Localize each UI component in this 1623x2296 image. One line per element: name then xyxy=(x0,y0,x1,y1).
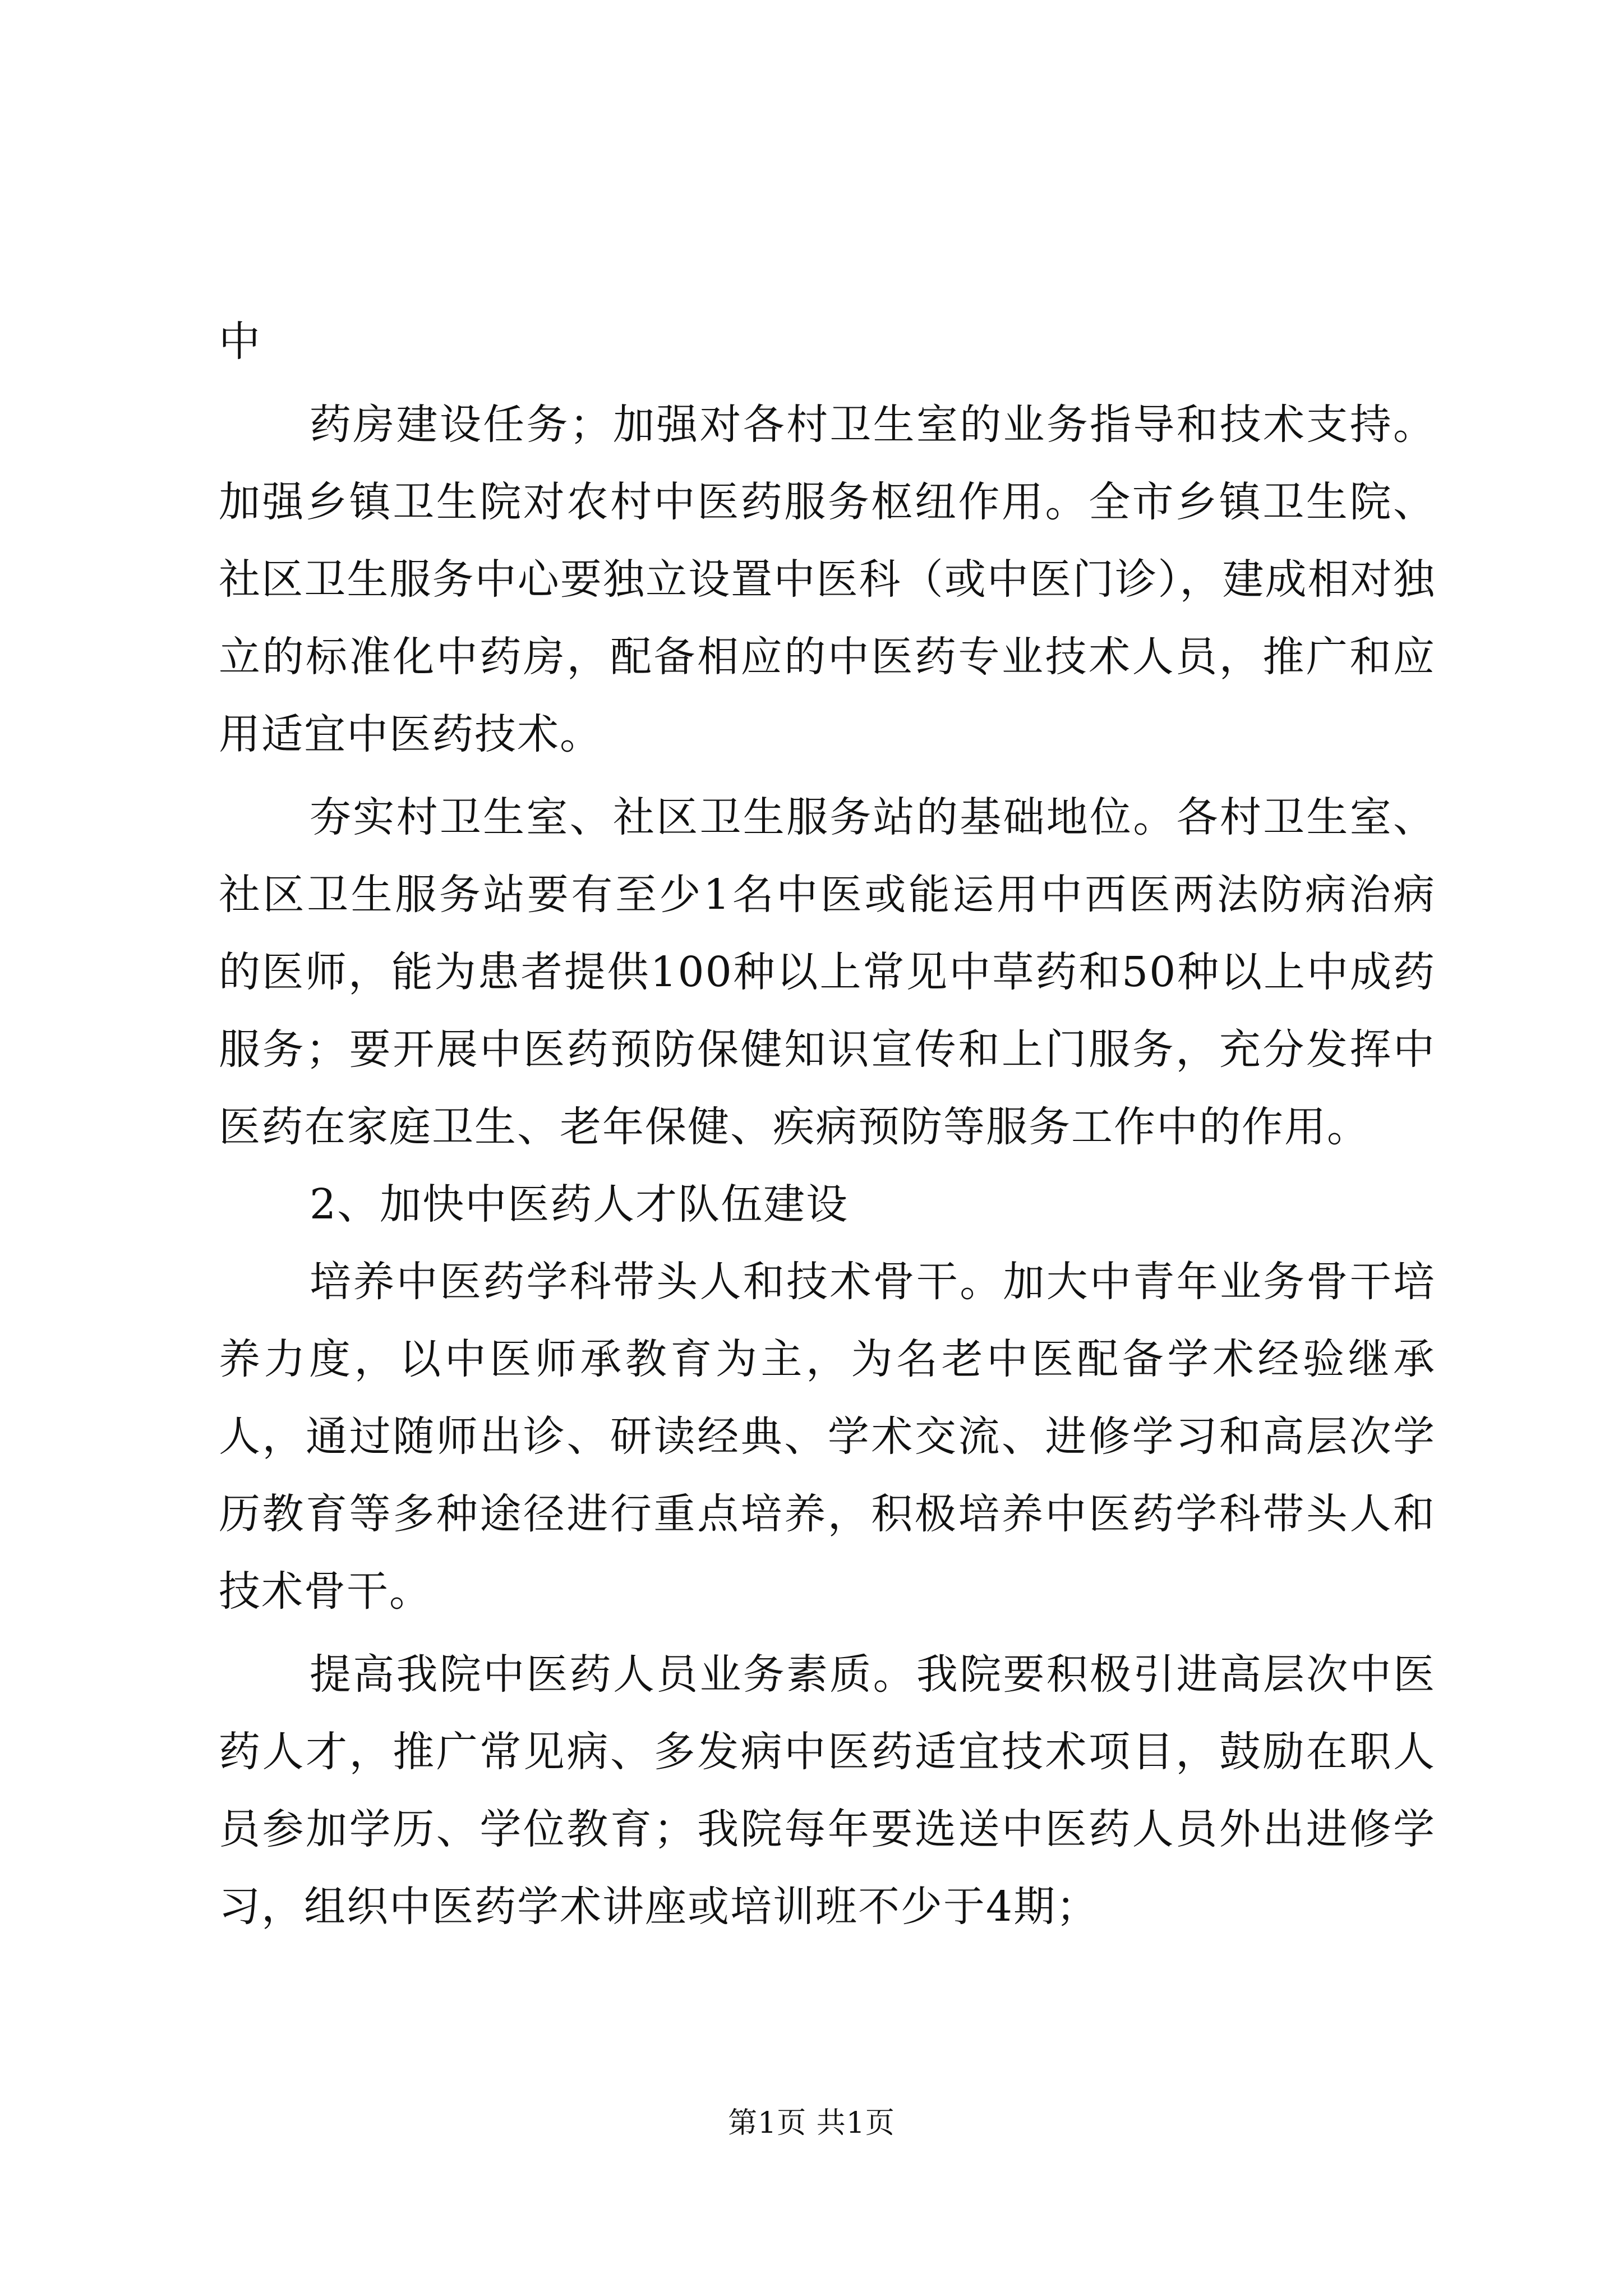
paragraph-talent-training: 培养中医药学科带头人和技术骨干。加大中青年业务骨干培养力度，以中医师承教育为主，为名老中医配备学术经验继承人，通过随师出诊、研读经典、学术交流、进修学习和高层次学历教育等多种途径进行重点培养，积极培养中医药学科带头人和技术骨干。 xyxy=(219,1258,1436,1616)
paragraph-fragment: 中 xyxy=(219,318,261,366)
page-footer: 第1页 共1页 xyxy=(728,2106,895,2140)
document-body xyxy=(219,303,1436,1945)
paragraph-staff-quality: 提高我院中医药人员业务素质。我院要积极引进高层次中医药人才，推广常见病、多发病中医药适宜技术项目，鼓励在职人员参加学历、学位教育；我院每年要选送中医药人员外出进修学习，组织中医药学术讲座或培训班不少于4期； xyxy=(219,1650,1436,1931)
paragraph-village-clinics: 夯实村卫生室、社区卫生服务站的基础地位。各村卫生室、社区卫生服务站要有至少1名中医或能运用中西医两法防病治病的医师，能为患者提供100种以上常见中草药和50种以上中成药服务；要开展中医药预防保健知识宣传和上门服务，充分发挥中医药在家庭卫生、老年保健、疾病预防等服务工作中的作用。 xyxy=(219,793,1436,1151)
section-heading-talent: 2、加快中医药人才队伍建设 xyxy=(310,1180,849,1228)
paragraph-pharmacy-construction: 药房建设任务；加强对各村卫生室的业务指导和技术支持。加强乡镇卫生院对农村中医药服务枢纽作用。全市乡镇卫生院、社区卫生服务中心要独立设置中医科（或中医门诊），建成相对独立的标准化中药房，配备相应的中医药专业技术人员，推广和应用适宜中医药技术。 xyxy=(219,401,1436,758)
